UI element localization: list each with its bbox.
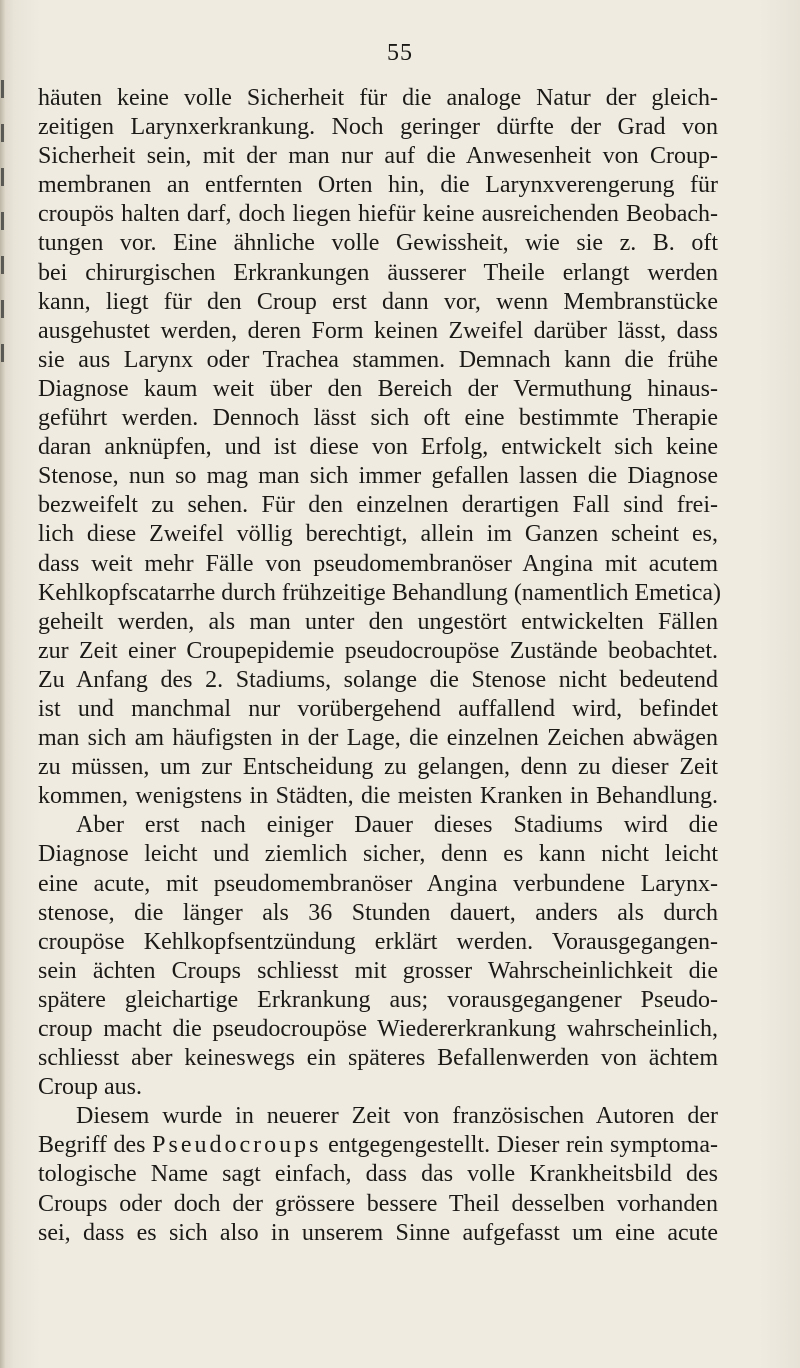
text-line: Stenose, nun so mag man sich immer gefallen lassen die Diagnose — [38, 463, 718, 490]
body-text — [38, 84, 722, 1248]
text-line: daran anknüpfen, und ist diese von Erfolg, entwickelt sich keine — [38, 434, 718, 461]
binding-marks — [1, 80, 4, 380]
text-line: ist und manchmal nur vorübergehend auffallend wird, befindet — [38, 695, 718, 722]
text-line: Diagnose kaum weit über den Bereich der Vermuthung hinaus- — [38, 375, 718, 402]
text-line: membranen an entfernten Orten hin, die Larynxverengerung für — [38, 172, 718, 199]
text-line: geheilt werden, als man unter den ungestört entwickelten Fällen — [38, 608, 718, 635]
text-line: man sich am häufigsten in der Lage, die einzelnen Zeichen abwägen — [38, 725, 718, 752]
text-line: bei chirurgischen Erkrankungen äusserer Theile erlangt werden — [38, 259, 718, 286]
text-line: zur Zeit einer Croupepidemie pseudocroupöse Zustände beobachtet. — [38, 637, 718, 664]
text-line: schliesst aber keineswegs ein späteres Befallenwerden von ächtem — [38, 1045, 718, 1072]
text-line: dass weit mehr Fälle von pseudomembranöser Angina mit acutem — [38, 550, 718, 577]
text-line-emphasis — [38, 1131, 718, 1160]
text-line: croupös halten darf, doch liegen hiefür keine ausreichenden Beobach- — [38, 201, 718, 228]
text-line: Diesem wurde in neuerer Zeit von französischen Autoren der — [76, 1103, 718, 1130]
text-line: lich diese Zweifel völlig berechtigt, allein im Ganzen scheint es, — [38, 521, 718, 548]
text-fragment: entgegengestellt. Dieser rein symptoma- — [321, 1132, 718, 1159]
text-line: Diagnose leicht und ziemlich sicher, denn es kann nicht leicht — [38, 841, 718, 868]
text-line: Croup aus. — [38, 1074, 142, 1101]
text-line: sei, dass es sich also in unserem Sinne aufgefasst um eine acute — [38, 1219, 718, 1246]
text-line: sie aus Larynx oder Trachea stammen. Demnach kann die frühe — [38, 346, 718, 373]
text-line: ausgehustet werden, deren Form keinen Zweifel darüber lässt, dass — [38, 317, 718, 344]
text-line: geführt werden. Dennoch lässt sich oft eine bestimmte Therapie — [38, 405, 718, 432]
text-line: tologische Name sagt einfach, dass das volle Krankheitsbild des — [38, 1161, 718, 1188]
text-fragment: Begriff des — [38, 1132, 153, 1159]
text-line: bezweifelt zu sehen. Für den einzelnen derartigen Fall sind frei- — [38, 492, 718, 519]
text-line: kommen, wenigstens in Städten, die meisten Kranken in Behandlung. — [38, 783, 718, 810]
text-line: stenose, die länger als 36 Stunden dauert, anders als durch — [38, 899, 718, 926]
text-line: croup macht die pseudocroupöse Wiedererkrankung wahrscheinlich, — [38, 1016, 718, 1042]
text-line: eine acute, mit pseudomembranöser Angina verbundene Larynx- — [38, 870, 718, 897]
text-line: Sicherheit sein, mit der man nur auf die Anwesenheit von Croup- — [38, 143, 718, 170]
page-number: 55 — [387, 40, 413, 66]
text-line: kann, liegt für den Croup erst dann vor, wenn Membranstücke — [38, 288, 718, 315]
text-line: zu müssen, um zur Entscheidung zu gelangen, denn zu dieser Zeit — [38, 754, 718, 781]
text-line: zeitigen Larynxerkrankung. Noch geringer dürfte der Grad von — [38, 114, 718, 141]
emphasized-term: Pseudocroups — [152, 1132, 322, 1159]
text-line: sein ächten Croups schliesst mit grosser Wahrscheinlichkeit die — [38, 957, 718, 984]
text-line: tungen vor. Eine ähnliche volle Gewissheit, wie sie z. B. oft — [38, 230, 718, 257]
text-line: häuten keine volle Sicherheit für die analoge Natur der gleich- — [38, 85, 718, 111]
text-line: spätere gleichartige Erkrankung aus; vorausgegangener Pseudo- — [38, 986, 718, 1013]
text-line: Kehlkopfscatarrhe durch frühzeitige Behandlung (namentlich Emetica) — [38, 579, 722, 606]
text-line: Croups oder doch der grössere bessere Theil desselben vorhanden — [38, 1190, 718, 1217]
text-line: Aber erst nach einiger Dauer dieses Stadiums wird die — [76, 812, 718, 839]
text-line: croupöse Kehlkopfsentzündung erklärt werden. Vorausgegangen- — [38, 928, 718, 955]
text-line: Zu Anfang des 2. Stadiums, solange die Stenose nicht bedeutend — [38, 666, 718, 693]
